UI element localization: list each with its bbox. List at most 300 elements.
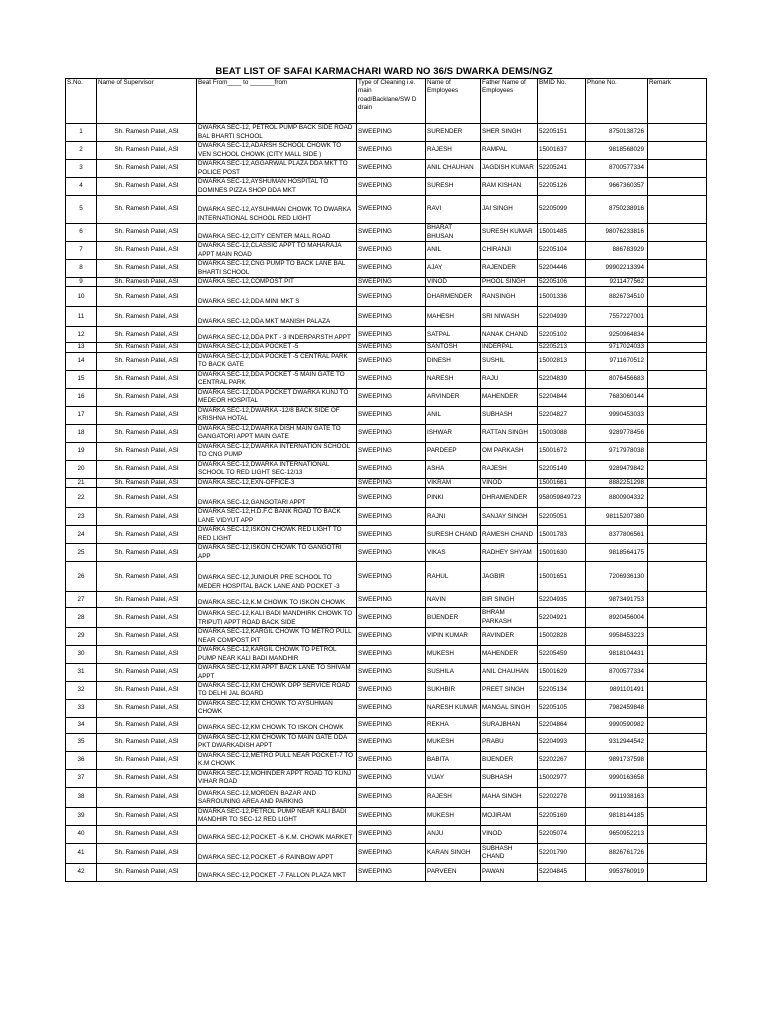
bmid-cell: 15001485 (538, 224, 586, 242)
father-name-cell: PREET SINGH (481, 682, 538, 700)
employee-cell: MUKESH (426, 646, 481, 664)
cleaning-type-cell: SWEEPING (357, 751, 426, 769)
remark-cell (648, 769, 707, 787)
sno-cell: 37 (66, 769, 97, 787)
cleaning-type-cell: SWEEPING (357, 327, 426, 343)
cleaning-type-cell: SWEEPING (357, 769, 426, 787)
bmid-cell: 15002977 (538, 769, 586, 787)
sno-cell: 14 (66, 352, 97, 370)
cleaning-type-cell: SWEEPING (357, 442, 426, 460)
cleaning-type-cell: SWEEPING (357, 717, 426, 733)
remark-cell (648, 327, 707, 343)
supervisor-cell: Sh. Ramesh Patel, ASI (97, 787, 197, 807)
sno-cell: 21 (66, 478, 97, 487)
phone-cell: 9990163658 (586, 769, 648, 787)
father-name-cell: SUSHIL (481, 352, 538, 370)
sno-cell: 2 (66, 142, 97, 160)
remark-cell (648, 562, 707, 592)
supervisor-cell: Sh. Ramesh Patel, ASI (97, 352, 197, 370)
beat-cell: DWARKA SEC-12,DDA PKT - 3 INDERPARSTH APPT (197, 327, 357, 343)
employee-cell: NAVIN (426, 592, 481, 608)
cleaning-type-cell: SWEEPING (357, 142, 426, 160)
employee-cell: SANTOSH (426, 343, 481, 352)
bmid-cell: 52202278 (538, 787, 586, 807)
remark-cell (648, 628, 707, 646)
beat-cell: DWARKA SEC-12,AGGARWAL PLAZA DDA MKT TO POLICE POST (197, 160, 357, 178)
supervisor-cell: Sh. Ramesh Patel, ASI (97, 488, 197, 508)
table-row (66, 352, 707, 370)
supervisor-cell: Sh. Ramesh Patel, ASI (97, 646, 197, 664)
employee-cell: MAHESH (426, 307, 481, 327)
father-name-cell: SURAJBHAN (481, 717, 538, 733)
employee-cell: BIJENDER (426, 608, 481, 628)
employee-cell: ANJU (426, 825, 481, 843)
table-row (66, 608, 707, 628)
father-name-cell: PHOOL SINGH (481, 278, 538, 287)
supervisor-cell: Sh. Ramesh Patel, ASI (97, 843, 197, 863)
bmid-cell: 958059849723 (538, 488, 586, 508)
header-row (66, 79, 707, 124)
table-row (66, 460, 707, 478)
bmid-cell: 52204939 (538, 307, 586, 327)
table-row (66, 370, 707, 388)
father-name-cell: PRABU (481, 733, 538, 751)
header-cleaning-type: Type of Cleaning i.e. main road/Backlane/SW D drain (357, 79, 426, 124)
sno-cell: 9 (66, 278, 97, 287)
father-name-cell: RAJENDER (481, 260, 538, 278)
beat-cell: DWARKA SEC-12,DDA MKT MANISH PALAZA (197, 307, 357, 327)
sno-cell: 16 (66, 388, 97, 406)
employee-cell: ASHA (426, 460, 481, 478)
table-row (66, 178, 707, 196)
remark-cell (648, 526, 707, 544)
supervisor-cell: Sh. Ramesh Patel, ASI (97, 682, 197, 700)
remark-cell (648, 699, 707, 717)
father-name-cell: MANGAL SINGH (481, 699, 538, 717)
cleaning-type-cell: SWEEPING (357, 287, 426, 307)
header-phone: Phone No. (586, 79, 648, 124)
header-father-name: Father Name of Employees (481, 79, 538, 124)
supervisor-cell: Sh. Ramesh Patel, ASI (97, 807, 197, 825)
employee-cell: PINKI (426, 488, 481, 508)
father-name-cell: ANIL CHAUHAN (481, 664, 538, 682)
father-name-cell: JAGBIR (481, 562, 538, 592)
phone-cell: 9818568029 (586, 142, 648, 160)
phone-cell: 9717978038 (586, 442, 648, 460)
cleaning-type-cell: SWEEPING (357, 460, 426, 478)
bmid-cell: 52205099 (538, 196, 586, 224)
sno-cell: 29 (66, 628, 97, 646)
father-name-cell: SANJAY SINGH (481, 508, 538, 526)
supervisor-cell: Sh. Ramesh Patel, ASI (97, 260, 197, 278)
employee-cell: RAJNI (426, 508, 481, 526)
cleaning-type-cell: SWEEPING (357, 682, 426, 700)
cleaning-type-cell: SWEEPING (357, 664, 426, 682)
employee-cell: DHARMENDER (426, 287, 481, 307)
bmid-cell: 15002813 (538, 352, 586, 370)
beat-cell: DWARKA SEC-12,ISKON CHOWK RED LIGHT TO RED LIGHT (197, 526, 357, 544)
remark-cell (648, 825, 707, 843)
sno-cell: 18 (66, 424, 97, 442)
father-name-cell: JAGDISH KUMAR (481, 160, 538, 178)
table-row (66, 664, 707, 682)
beat-cell: DWARKA SEC-12,JUNIOUR PRE SCHOOL TO MEDER HOSPITAL BACK LANE AND POCKET -3 (197, 562, 357, 592)
supervisor-cell: Sh. Ramesh Patel, ASI (97, 196, 197, 224)
table-row (66, 699, 707, 717)
employee-cell: DINESH (426, 352, 481, 370)
beat-cell: DWARKA SEC-12,KM CHOWK OPP SERVICE ROAD TO DELHI JAL BOARD (197, 682, 357, 700)
beat-cell: DWARKA SEC-12,H.D.F.C BANK ROAD TO BACK LANE VIDYUT APP (197, 508, 357, 526)
cleaning-type-cell: SWEEPING (357, 787, 426, 807)
supervisor-cell: Sh. Ramesh Patel, ASI (97, 442, 197, 460)
beat-cell: DWARKA SEC-12,MORDEN BAZAR AND SARROUNING AREA AND PARKING (197, 787, 357, 807)
sno-cell: 38 (66, 787, 97, 807)
sno-cell: 35 (66, 733, 97, 751)
beat-cell: DWARKA SEC-12,CITY CENTER MALL ROAD (197, 224, 357, 242)
employee-cell: SATPAL (426, 327, 481, 343)
employee-cell: ISHWAR (426, 424, 481, 442)
supervisor-cell: Sh. Ramesh Patel, ASI (97, 142, 197, 160)
remark-cell (648, 370, 707, 388)
sno-cell: 36 (66, 751, 97, 769)
cleaning-type-cell: SWEEPING (357, 388, 426, 406)
bmid-cell: 52204844 (538, 388, 586, 406)
sno-cell: 41 (66, 843, 97, 863)
remark-cell (648, 424, 707, 442)
cleaning-type-cell: SWEEPING (357, 343, 426, 352)
bmid-cell: 52204993 (538, 733, 586, 751)
cleaning-type-cell: SWEEPING (357, 196, 426, 224)
bmid-cell: 52204839 (538, 370, 586, 388)
bmid-cell: 52204845 (538, 863, 586, 881)
remark-cell (648, 863, 707, 881)
father-name-cell: INDERPAL (481, 343, 538, 352)
father-name-cell: SUBHASH CHAND (481, 843, 538, 863)
father-name-cell: OM PARKASH (481, 442, 538, 460)
employee-cell: ANIL (426, 406, 481, 424)
sno-cell: 23 (66, 508, 97, 526)
employee-cell: ARVINDER (426, 388, 481, 406)
header-sno: S.No. (66, 79, 97, 124)
supervisor-cell: Sh. Ramesh Patel, ASI (97, 863, 197, 881)
supervisor-cell: Sh. Ramesh Patel, ASI (97, 717, 197, 733)
bmid-cell: 52205104 (538, 242, 586, 260)
table-row (66, 196, 707, 224)
cleaning-type-cell: SWEEPING (357, 178, 426, 196)
remark-cell (648, 196, 707, 224)
employee-cell: RAVI (426, 196, 481, 224)
remark-cell (648, 352, 707, 370)
cleaning-type-cell: SWEEPING (357, 488, 426, 508)
supervisor-cell: Sh. Ramesh Patel, ASI (97, 242, 197, 260)
employee-cell: VIKRAM (426, 478, 481, 487)
phone-cell: 9990453033 (586, 406, 648, 424)
supervisor-cell: Sh. Ramesh Patel, ASI (97, 562, 197, 592)
remark-cell (648, 388, 707, 406)
sno-cell: 3 (66, 160, 97, 178)
beat-cell: DWARKA SEC-12,MOHINDER APPT ROAD TO KUNJ VIHAR ROAD (197, 769, 357, 787)
table-row (66, 142, 707, 160)
bmid-cell: 52205051 (538, 508, 586, 526)
bmid-cell: 52205149 (538, 460, 586, 478)
beat-cell: DWARKA SEC-12,KM CHOWK TO AYSUHMAN CHOWK (197, 699, 357, 717)
sno-cell: 40 (66, 825, 97, 843)
sno-cell: 22 (66, 488, 97, 508)
cleaning-type-cell: SWEEPING (357, 646, 426, 664)
sno-cell: 42 (66, 863, 97, 881)
table-row (66, 733, 707, 751)
cleaning-type-cell: SWEEPING (357, 242, 426, 260)
phone-cell: 9667360357 (586, 178, 648, 196)
cleaning-type-cell: SWEEPING (357, 592, 426, 608)
header-beat: Beat From____ to _______from (197, 79, 357, 124)
supervisor-cell: Sh. Ramesh Patel, ASI (97, 608, 197, 628)
cleaning-type-cell: SWEEPING (357, 733, 426, 751)
bmid-cell: 52202267 (538, 751, 586, 769)
table-row (66, 388, 707, 406)
bmid-cell: 15001629 (538, 664, 586, 682)
remark-cell (648, 608, 707, 628)
remark-cell (648, 592, 707, 608)
father-name-cell: RANSINGH (481, 287, 538, 307)
cleaning-type-cell: SWEEPING (357, 562, 426, 592)
table-row (66, 825, 707, 843)
employee-cell: RAJESH (426, 142, 481, 160)
father-name-cell: MAHA SINGH (481, 787, 538, 807)
employee-cell: NARESH KUMAR (426, 699, 481, 717)
phone-cell: 8076456683 (586, 370, 648, 388)
cleaning-type-cell: SWEEPING (357, 278, 426, 287)
table-row (66, 787, 707, 807)
table-row (66, 242, 707, 260)
father-name-cell: RAJU (481, 370, 538, 388)
remark-cell (648, 717, 707, 733)
father-name-cell: BHRAM PARKASH (481, 608, 538, 628)
father-name-cell: RAJESH (481, 460, 538, 478)
supervisor-cell: Sh. Ramesh Patel, ASI (97, 424, 197, 442)
employee-cell: SURENDER (426, 124, 481, 142)
remark-cell (648, 287, 707, 307)
bmid-cell: 52205151 (538, 124, 586, 142)
father-name-cell: CHIRANJI (481, 242, 538, 260)
bmid-cell: 52205126 (538, 178, 586, 196)
beat-cell: DWARKA SEC-12,METRO PULL NEAR POCKET-7 TO K.M CHOWK (197, 751, 357, 769)
remark-cell (648, 224, 707, 242)
beat-cell: DWARKA SEC-12,KARGIL CHOWK TO PETROL PUMP NEAR KALI BADI MANDHIR (197, 646, 357, 664)
table-row (66, 343, 707, 352)
beat-cell: DWARKA SEC-12,POCKET -7 FALLON PLAZA MKT (197, 863, 357, 881)
beat-cell: DWARKA SEC-12,KM APPT BACK LANE TO SHIVAM APPT (197, 664, 357, 682)
supervisor-cell: Sh. Ramesh Patel, ASI (97, 388, 197, 406)
phone-cell: 9911938163 (586, 787, 648, 807)
table-row (66, 278, 707, 287)
bmid-cell: 15003088 (538, 424, 586, 442)
father-name-cell: SHER SINGH (481, 124, 538, 142)
header-employee: Name of Employees (426, 79, 481, 124)
employee-cell: MUKESH (426, 733, 481, 751)
supervisor-cell: Sh. Ramesh Patel, ASI (97, 224, 197, 242)
employee-cell: BABITA (426, 751, 481, 769)
phone-cell: 9953760919 (586, 863, 648, 881)
phone-cell: 9211477562 (586, 278, 648, 287)
supervisor-cell: Sh. Ramesh Patel, ASI (97, 343, 197, 352)
supervisor-cell: Sh. Ramesh Patel, ASI (97, 178, 197, 196)
father-name-cell: BIJENDER (481, 751, 538, 769)
father-name-cell: SRI NIWASH (481, 307, 538, 327)
table-row (66, 224, 707, 242)
sno-cell: 13 (66, 343, 97, 352)
remark-cell (648, 460, 707, 478)
remark-cell (648, 682, 707, 700)
phone-cell: 8882251298 (586, 478, 648, 487)
father-name-cell: SURESH KUMAR (481, 224, 538, 242)
employee-cell: KARAN SINGH (426, 843, 481, 863)
bmid-cell: 15001661 (538, 478, 586, 487)
phone-cell: 8800904332 (586, 488, 648, 508)
beat-cell: DWARKA SEC-12,AYSUHMAN CHOWK TO DWARKA INTERNATIONAL SCHOOL RED LIGHT (197, 196, 357, 224)
sno-cell: 32 (66, 682, 97, 700)
table-row (66, 863, 707, 881)
table-row (66, 287, 707, 307)
employee-cell: NARESH (426, 370, 481, 388)
bmid-cell: 52205106 (538, 278, 586, 287)
table-row (66, 717, 707, 733)
father-name-cell: DHRAMENDER (481, 488, 538, 508)
phone-cell: 9818564175 (586, 544, 648, 562)
table-row (66, 751, 707, 769)
table-row (66, 307, 707, 327)
employee-cell: ANIL (426, 242, 481, 260)
father-name-cell: VINOD (481, 478, 538, 487)
cleaning-type-cell: SWEEPING (357, 478, 426, 487)
phone-cell: 8750138726 (586, 124, 648, 142)
cleaning-type-cell: SWEEPING (357, 160, 426, 178)
beat-cell: DWARKA SEC-12,K.M CHOWK TO ISKON CHOWK (197, 592, 357, 608)
remark-cell (648, 787, 707, 807)
header-remark: Remark (648, 79, 707, 124)
phone-cell: 9650952213 (586, 825, 648, 843)
beat-cell: DWARKA SEC-12,DWARKA INTERNATIONAL SCHOOL TO RED LIGHT SEC-12/13 (197, 460, 357, 478)
father-name-cell: RAMPAL (481, 142, 538, 160)
beat-cell: DWARKA SEC-12,POCKET -6 RAINBOW APPT (197, 843, 357, 863)
phone-cell: 9958453223 (586, 628, 648, 646)
father-name-cell: SUBHASH (481, 406, 538, 424)
remark-cell (648, 733, 707, 751)
father-name-cell: RAM KISHAN (481, 178, 538, 196)
phone-cell: 9891101491 (586, 682, 648, 700)
table-row (66, 526, 707, 544)
beat-cell: DWARKA SEC-12,DWARKA INTERNATION SCHOOL TO CNG PUMP (197, 442, 357, 460)
table-row (66, 646, 707, 664)
sno-cell: 19 (66, 442, 97, 460)
cleaning-type-cell: SWEEPING (357, 508, 426, 526)
sno-cell: 7 (66, 242, 97, 260)
remark-cell (648, 751, 707, 769)
phone-cell: 9289479842 (586, 460, 648, 478)
supervisor-cell: Sh. Ramesh Patel, ASI (97, 664, 197, 682)
phone-cell: 98115207380 (586, 508, 648, 526)
bmid-cell: 52205459 (538, 646, 586, 664)
remark-cell (648, 488, 707, 508)
remark-cell (648, 544, 707, 562)
supervisor-cell: Sh. Ramesh Patel, ASI (97, 478, 197, 487)
phone-cell: 7206936130 (586, 562, 648, 592)
bmid-cell: 52205169 (538, 807, 586, 825)
beat-cell: DWARKA SEC-12,DDA POCKET -5 MAIN GATE TO CENTRAL PARK (197, 370, 357, 388)
beat-cell: DWARKA SEC-12,COMPOST PIT (197, 278, 357, 287)
beat-cell: DWARKA SEC-12,KM CHOWK TO ISKON CHOWK (197, 717, 357, 733)
remark-cell (648, 508, 707, 526)
phone-cell: 98076233816 (586, 224, 648, 242)
table-row (66, 260, 707, 278)
sno-cell: 31 (66, 664, 97, 682)
phone-cell: 9990590982 (586, 717, 648, 733)
phone-cell: 7683060144 (586, 388, 648, 406)
phone-cell: 9891737598 (586, 751, 648, 769)
table-row (66, 769, 707, 787)
sno-cell: 25 (66, 544, 97, 562)
table-row (66, 478, 707, 487)
father-name-cell: JAI SINGH (481, 196, 538, 224)
phone-cell: 8700577334 (586, 160, 648, 178)
employee-cell: RAHUL (426, 562, 481, 592)
bmid-cell: 15001783 (538, 526, 586, 544)
phone-cell: 99902213394 (586, 260, 648, 278)
phone-cell: 9312944542 (586, 733, 648, 751)
father-name-cell: VINOD (481, 825, 538, 843)
bmid-cell: 52205213 (538, 343, 586, 352)
remark-cell (648, 307, 707, 327)
supervisor-cell: Sh. Ramesh Patel, ASI (97, 526, 197, 544)
cleaning-type-cell: SWEEPING (357, 224, 426, 242)
phone-cell: 9818144185 (586, 807, 648, 825)
remark-cell (648, 160, 707, 178)
beat-cell: DWARKA SEC-12,CLASSIC APPT TO MAHARAJA APPT MAIN ROAD (197, 242, 357, 260)
table-row (66, 508, 707, 526)
phone-cell: 8700577334 (586, 664, 648, 682)
phone-cell: 9289778456 (586, 424, 648, 442)
father-name-cell: RADHEY SHYAM (481, 544, 538, 562)
sno-cell: 10 (66, 287, 97, 307)
beat-cell: DWARKA SEC-12,KALI BADI MANDHIRK CHOWK TO TRIPUTI APPT ROAD BACK SIDE (197, 608, 357, 628)
beat-cell: DWARKA SEC-12,DDA POCKET -5 CENTRAL PARK TO BACK GATE (197, 352, 357, 370)
bmid-cell: 15001651 (538, 562, 586, 592)
employee-cell: VIJAY (426, 769, 481, 787)
phone-cell: 9818104431 (586, 646, 648, 664)
sno-cell: 1 (66, 124, 97, 142)
header-supervisor: Name of Supervisor (97, 79, 197, 124)
table-row (66, 124, 707, 142)
cleaning-type-cell: SWEEPING (357, 843, 426, 863)
table-row (66, 488, 707, 508)
supervisor-cell: Sh. Ramesh Patel, ASI (97, 160, 197, 178)
employee-cell: PARDEEP (426, 442, 481, 460)
cleaning-type-cell: SWEEPING (357, 544, 426, 562)
bmid-cell: 52205105 (538, 699, 586, 717)
phone-cell: 7557227001 (586, 307, 648, 327)
sno-cell: 20 (66, 460, 97, 478)
supervisor-cell: Sh. Ramesh Patel, ASI (97, 124, 197, 142)
sno-cell: 34 (66, 717, 97, 733)
remark-cell (648, 664, 707, 682)
beat-cell: DWARKA SEC-12,DWARKA DISH MAIN GATE TO GANGATORI APPT MAIN GATE (197, 424, 357, 442)
sno-cell: 26 (66, 562, 97, 592)
father-name-cell: SUBHASH (481, 769, 538, 787)
supervisor-cell: Sh. Ramesh Patel, ASI (97, 733, 197, 751)
beat-cell: DWARKA SEC-12,PETROL PUMP NEAR KALI BADI MANDHIR TO SEC-12 RED LIGHT (197, 807, 357, 825)
phone-cell: 8826761726 (586, 843, 648, 863)
cleaning-type-cell: SWEEPING (357, 699, 426, 717)
